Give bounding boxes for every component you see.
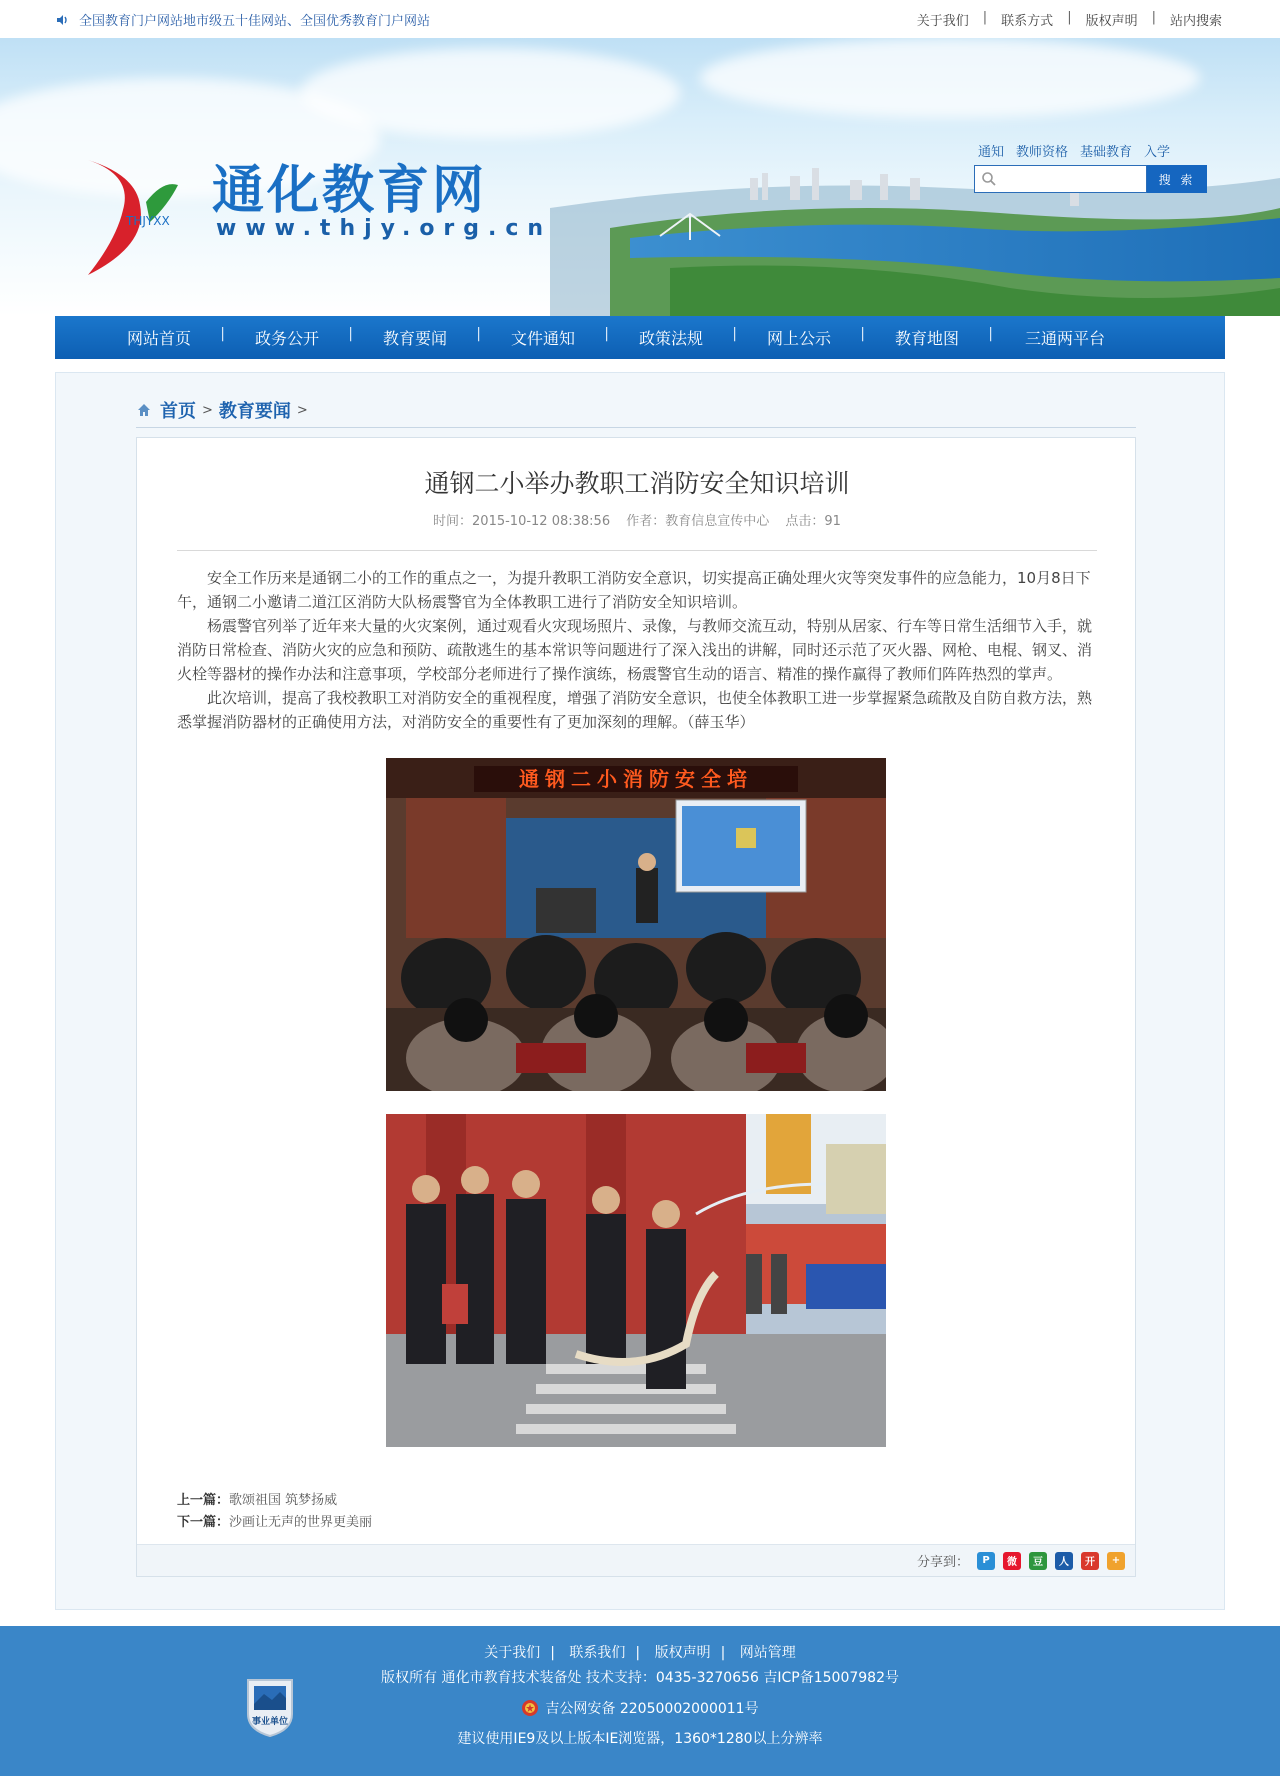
photo-banner-text: 通钢二小消防安全培 — [519, 767, 753, 791]
article-title: 通钢二小举办教职工消防安全知识培训 — [424, 469, 850, 498]
home-icon — [136, 402, 152, 418]
quick-link-teacher-cert[interactable]: 教师资格 — [1015, 145, 1068, 160]
article-time: 时间：2015-10-12 08:38:56 — [433, 514, 611, 529]
more-icon[interactable]: + — [1107, 1552, 1125, 1570]
douban-icon[interactable]: 豆 — [1029, 1552, 1047, 1570]
top-link-about[interactable]: 关于我们 — [916, 14, 969, 29]
nav-edu-news[interactable]: 教育要闻 | — [351, 326, 479, 349]
nav-gov-affairs[interactable]: 政务公开 | — [223, 326, 351, 349]
quick-link-enrollment[interactable]: 入学 — [1143, 145, 1170, 160]
search-box — [974, 165, 1207, 193]
footer-police-record — [0, 1698, 1280, 1718]
search-icon — [981, 171, 997, 187]
article-panel — [136, 437, 1136, 1577]
footer-link-copyright[interactable]: 版权声明 — [654, 1645, 711, 1661]
slogan-text: 全国教育门户网站地市级五十佳网站、全国优秀教育门户网站 — [79, 14, 431, 29]
article-photo-hose-drill — [386, 1114, 886, 1447]
article-paragraph: 安全工作历来是通钢二小的工作的重点之一，为提升教职工消防安全意识，切实提高正确处理火灾等突发事件的应急能力，10月8日下午，通钢二小邀请二道江区消防大队杨震警官为全体教职工进行了消防安全知识培训。 — [177, 569, 1091, 611]
footer-browser-note: 建议使用IE9及以上版本IE浏览器，1360*1280以上分辨率 — [457, 1731, 823, 1747]
search-button[interactable]: 搜 索 — [1147, 165, 1207, 193]
quick-link-basic-edu[interactable]: 基础教育 — [1079, 145, 1132, 160]
nav-platform[interactable]: 三通两平台 — [1024, 329, 1105, 348]
article-meta — [137, 510, 1137, 529]
kaixin-icon[interactable]: 开 — [1081, 1552, 1099, 1570]
site-logo-text[interactable]: 通化教育网 — [212, 161, 488, 221]
city-landscape-image — [550, 118, 1280, 316]
article-author: 作者：教育信息宣传中心 — [626, 514, 770, 529]
qzone-icon[interactable]: P — [977, 1552, 995, 1570]
site-slogan — [55, 10, 430, 29]
top-links — [917, 10, 1222, 29]
nav-edu-map[interactable]: 教育地图 | — [863, 326, 991, 349]
badge-text: 事业单位 — [251, 1717, 289, 1727]
divider — [136, 427, 1136, 428]
divider — [177, 550, 1097, 551]
site-logo-abbrev: THJYXX — [126, 214, 170, 228]
footer-link-admin[interactable]: 网站管理 — [739, 1645, 796, 1661]
share-label: 分享到： — [916, 1555, 969, 1570]
footer-links — [0, 1642, 1280, 1662]
next-label: 下一篇： — [177, 1515, 230, 1530]
main-nav — [55, 316, 1225, 359]
nav-home[interactable]: 网站首页 | — [95, 326, 223, 349]
header-banner — [0, 38, 1280, 316]
prev-article-link[interactable]: 歌颂祖国 筑梦扬威 — [229, 1493, 338, 1508]
prev-next-links — [177, 1490, 372, 1534]
breadcrumb — [136, 397, 314, 423]
top-link-contact[interactable]: 联系方式 — [1001, 14, 1054, 29]
site-logo-url: www.thjy.org.cn — [216, 216, 553, 241]
article-paragraph: 杨震警官列举了近年来大量的火灾案例，通过观看火灾现场照片、录像，与教师交流互动，特别从居家、行车等日常生活细节入手，就消防日常检查、消防火灾的应急和预防、疏散逃生的基本常识等问题进行了深入浅出的讲解，同时还示范了灭火器、网枪、电棍、钢叉、消火栓等器材的操作办法和注意事项，学校部分老师进行了操作演练，杨震警官生动的语言、精准的操作赢得了教师们阵阵热烈的掌声。 — [177, 617, 1093, 683]
weibo-icon[interactable]: 微 — [1003, 1552, 1021, 1570]
divider: | — [982, 10, 988, 25]
top-link-copyright[interactable]: 版权声明 — [1085, 14, 1138, 29]
prev-label: 上一篇： — [177, 1493, 230, 1508]
breadcrumb-home[interactable]: 首页 — [160, 401, 196, 422]
speaker-icon — [55, 13, 69, 27]
search-input[interactable] — [1007, 168, 1142, 190]
top-bar — [0, 0, 1280, 38]
breadcrumb-section[interactable]: 教育要闻 — [218, 401, 291, 422]
top-link-site-search[interactable]: 站内搜索 — [1169, 14, 1222, 29]
quick-links — [978, 141, 1170, 160]
divider: | — [635, 1645, 641, 1661]
police-emblem-icon — [521, 1699, 539, 1717]
search-input-wrap — [974, 165, 1147, 193]
article-body — [177, 566, 1099, 734]
police-record-text[interactable]: 吉公网安备 22050002000011号 — [545, 1701, 759, 1717]
breadcrumb-separator: > — [202, 402, 213, 418]
footer-link-about[interactable]: 关于我们 — [484, 1645, 541, 1661]
nav-public-notice[interactable]: 网上公示 | — [735, 326, 863, 349]
article-photo-training-hall — [386, 758, 886, 1091]
article-clicks: 点击：91 — [785, 514, 841, 529]
divider: | — [1067, 10, 1072, 25]
quick-link-notice[interactable]: 通知 — [977, 145, 1004, 160]
footer-copyright: 版权所有 通化市教育技术装备处 技术支持：0435-3270656 吉ICP备15007982号 — [381, 1670, 899, 1686]
next-article-link[interactable]: 沙画让无声的世界更美丽 — [229, 1515, 373, 1530]
breadcrumb-separator: > — [296, 402, 308, 418]
divider: | — [720, 1645, 726, 1661]
footer — [0, 1626, 1280, 1776]
nav-policies[interactable]: 政策法规 | — [607, 326, 735, 349]
divider: | — [550, 1645, 555, 1661]
share-bar — [137, 1544, 1135, 1576]
nav-documents[interactable]: 文件通知 | — [479, 326, 607, 349]
content-frame — [55, 372, 1225, 1610]
article-paragraph: 此次培训，提高了我校教职工对消防安全的重视程度，增强了消防安全意识，也使全体教职工进一步掌握紧急疏散及自防自救方法，熟悉掌握消防器材的正确使用方法，对消防安全的重要性有了更加深刻的理解。（薛玉华） — [177, 689, 1093, 731]
divider: | — [1151, 10, 1156, 25]
renren-icon[interactable]: 人 — [1055, 1552, 1073, 1570]
footer-link-contact[interactable]: 联系我们 — [569, 1645, 626, 1661]
